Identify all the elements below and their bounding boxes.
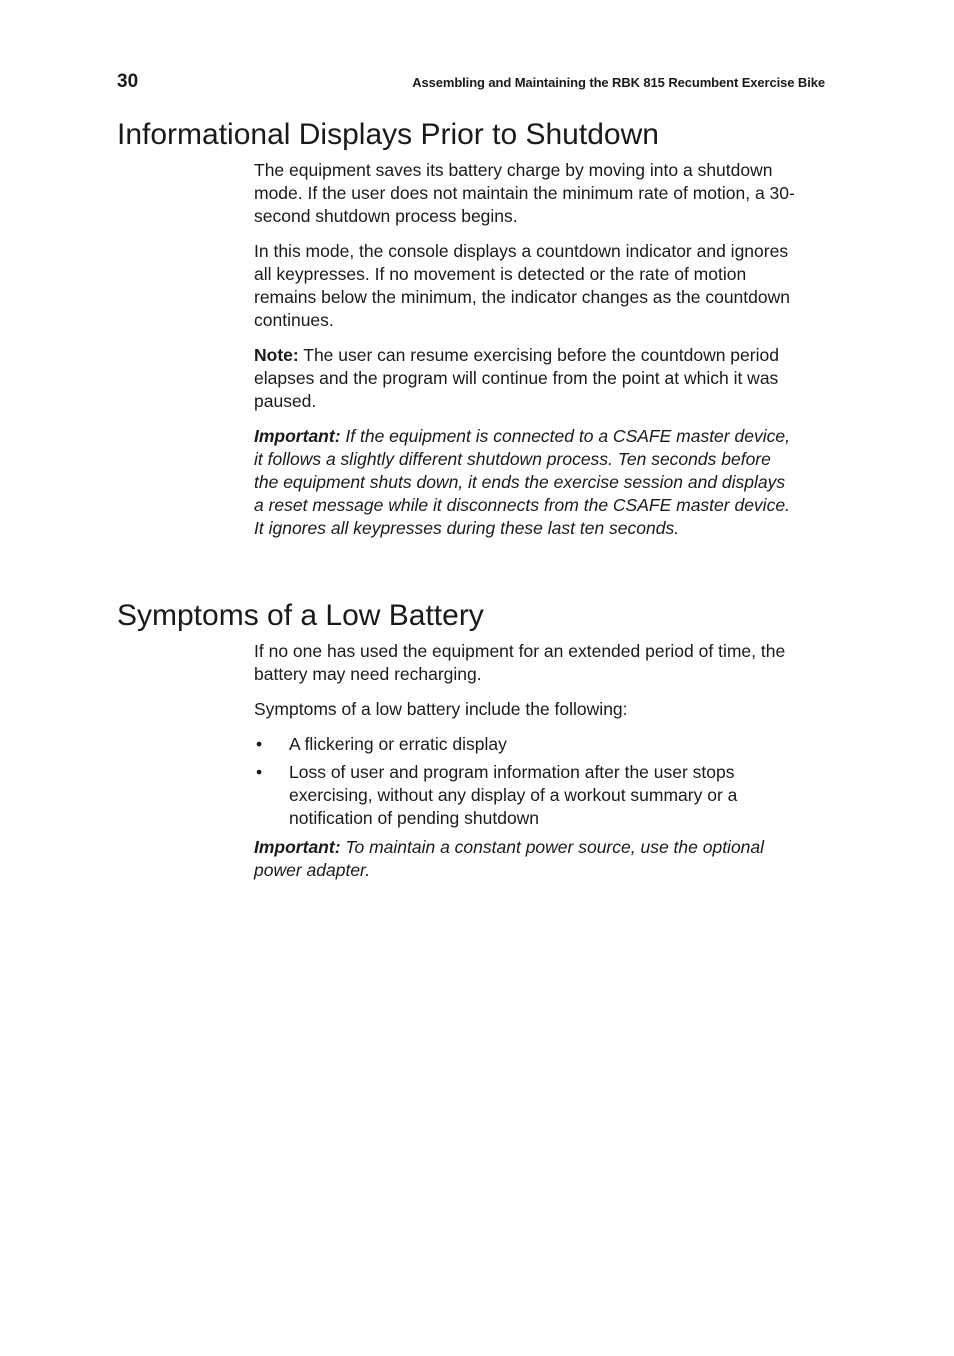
bullet-icon: • [256,762,263,782]
important-label: Important: [254,837,341,857]
paragraph-symptoms-intro: Symptoms of a low battery include the following: [254,699,628,719]
section-body-low-battery [254,640,799,894]
important-paragraph-power [254,836,799,882]
section-title-shutdown: Informational Displays Prior to Shutdown [117,118,659,151]
paragraph-recharge: If no one has used the equipment for an extended period of time, the battery may need recharging. [254,641,786,684]
bullet-icon: • [256,734,263,754]
important-paragraph-csafe [254,425,799,540]
list-item [254,733,799,756]
important-label: Important: [254,426,341,446]
symptoms-list [254,733,799,830]
list-item [254,761,799,830]
list-item-text: Loss of user and program information after the user stops exercising, without any display of a workout summary or a notification of pending shutdown [289,762,738,828]
page-number: 30 [117,71,139,92]
list-item-text: A flickering or erratic display [289,734,507,754]
note-text: The user can resume exercising before the countdown period elapses and the program will continue from the point at which it was paused. [254,345,779,411]
important-text: If the equipment is connected to a CSAFE master device, it follows a slightly different shutdown process. Ten seconds before the equipment shuts down, it ends the exercise session and displays a reset message while it disconnects from the CSAFE master device. It ignores all keypresses during these last ten seconds. [254,426,790,538]
important-text: To maintain a constant power source, use the optional power adapter. [254,837,765,880]
paragraph-shutdown-mode: The equipment saves its battery charge by moving into a shutdown mode. If the user does not maintain the minimum rate of motion, a 30-second shutdown process begins. [254,160,795,226]
note-label: Note: [254,345,299,365]
paragraph-countdown: In this mode, the console displays a countdown indicator and ignores all keypresses. If no movement is detected or the rate of motion remains below the minimum, the indicator changes as the countdown continues. [254,241,790,330]
running-header: Assembling and Maintaining the RBK 815 Recumbent Exercise Bike [412,75,825,90]
section-body-shutdown [254,159,799,552]
note-paragraph [254,344,799,413]
section-title-low-battery: Symptoms of a Low Battery [117,599,484,632]
